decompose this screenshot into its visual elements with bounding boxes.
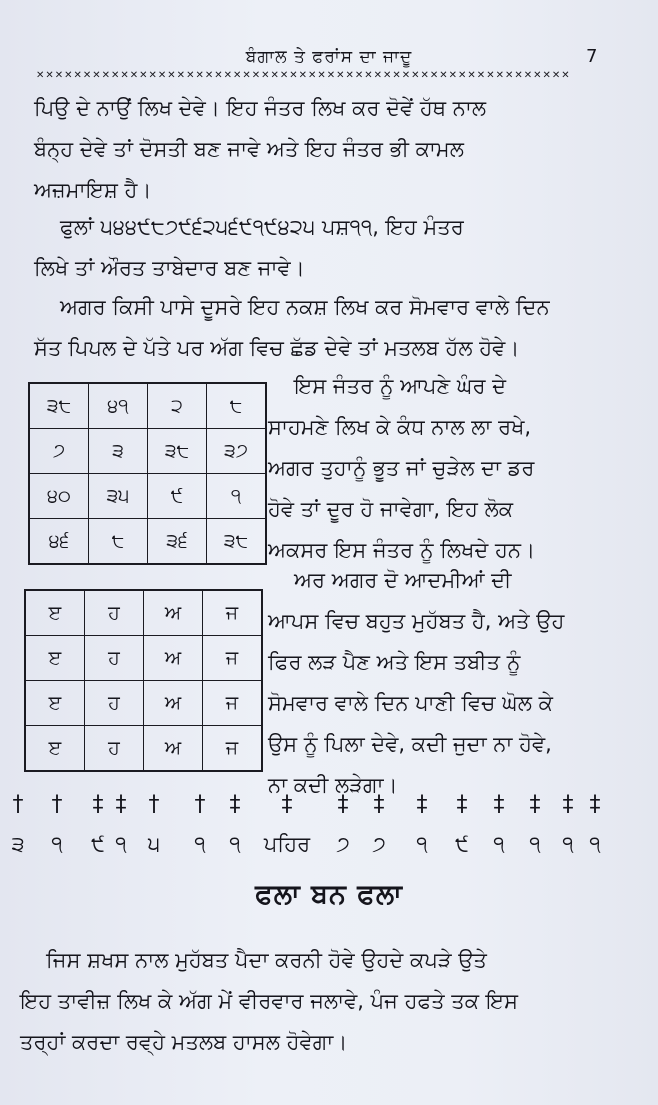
table-cell: ਅ (144, 726, 203, 772)
table-cell: ੩੮ (148, 429, 207, 474)
talisman-symbol: ‡ (373, 792, 385, 817)
talisman-number: ੧ (589, 832, 601, 856)
paragraph-1 (34, 88, 624, 211)
running-header-title: ਬੰਗਾਲ ਤੇ ਫਰਾਂਸ ਦਾ ਜਾਦੂ (245, 47, 413, 67)
talisman-number: ੯ (91, 832, 105, 856)
text-line: ਸਾਹਮਣੇ ਲਿਖ ਕੇ ਕੰਧ ਨਾਲ ਲਾ ਰਖੇ, (268, 415, 532, 439)
talisman-number: ੧ (562, 832, 574, 856)
text-line: ਨਾ ਕਦੀ ਲੜੇਗਾ। (268, 773, 398, 797)
table-cell: ੪੧ (89, 383, 148, 429)
talisman-number: ੯ (455, 832, 469, 856)
talisman-number: ੧ (493, 832, 505, 856)
table-cell: ਜ (203, 726, 263, 772)
text-line: ਹੋਵੇ ਤਾਂ ਦੂਰ ਹੋ ਜਾਵੇਗਾ, ਇਹ ਲੋਕ (268, 497, 514, 521)
table-cell: ਜ (203, 681, 263, 726)
text-line: ਤਰ੍ਹਾਂ ਕਰਦਾ ਰਵ੍ਹੇ ਮਤਲਬ ਹਾਸਲ ਹੋਵੇਗਾ। (20, 1030, 348, 1054)
letter-square-table (24, 589, 263, 772)
text-line: ਉਸ ਨੂੰ ਪਿਲਾ ਦੇਵੇ, ਕਦੀ ਜੁਦਾ ਨਾ ਹੋਵੇ, (268, 732, 552, 756)
paragraph-last (20, 940, 632, 1063)
table-cell: ੩੫ (89, 474, 148, 519)
table-cell: ਜ (203, 590, 263, 636)
talisman-symbol: † (12, 792, 24, 817)
table-cell: ੩੮ (207, 519, 267, 565)
talisman-number: ੧ (115, 832, 127, 856)
table-cell: ੩ (89, 429, 148, 474)
talisman-symbol: † (194, 792, 206, 817)
table-cell: ੪੦ (29, 474, 89, 519)
side-paragraph-2 (268, 560, 623, 806)
talisman-symbol: ‡ (337, 792, 349, 817)
talisman-number: ੧ (229, 832, 241, 856)
table-cell: ਹ (85, 636, 144, 681)
table-row (25, 726, 262, 772)
talisman-symbol: ‡ (456, 792, 468, 817)
table-row (29, 383, 266, 429)
text-line: ਸੋਮਵਾਰ ਵਾਲੇ ਦਿਨ ਪਾਣੀ ਵਿਚ ਘੋਲ ਕੇ (268, 691, 553, 715)
talisman-number: ੧ (416, 832, 428, 856)
talisman-symbol: ‡ (229, 792, 241, 817)
text-line: ਇਹ ਤਾਵੀਜ਼ ਲਿਖ ਕੇ ਅੱਗ ਮੇਂ ਵੀਰਵਾਰ ਜਲਾਵੇ, ਪੰਜ ਹਫਤੇ ਤਕ ਇਸ (20, 989, 518, 1013)
page-number: 7 (586, 46, 598, 67)
talisman-symbol: ‡ (493, 792, 505, 817)
table-row (25, 681, 262, 726)
talisman-number: ੩ (11, 832, 25, 856)
text-line: ਅਰ ਅਗਰ ਦੋ ਆਦਮੀਆਂ ਦੀ (294, 568, 512, 592)
table-cell: ਜ (203, 636, 263, 681)
text-line: ਫਿਰ ਲੜ ਪੈਣ ਅਤੇ ਇਸ ਤਬੀਤ ਨੂੰ (268, 650, 521, 674)
talisman-symbol: ‡ (281, 792, 293, 817)
talisman-symbol: ‡ (529, 792, 541, 817)
talisman-symbol: ‡ (416, 792, 428, 817)
table-cell: ੮ (89, 519, 148, 565)
talisman-number: ੭ (372, 832, 386, 856)
text-line: ਅਗਰ ਕਿਸੀ ਪਾਸੇ ਦੂਸਰੇ ਇਹ ਨਕਸ਼ ਲਿਖ ਕਰ ਸੋਮਵਾਰ ਵਾਲੇ ਦਿਨ (60, 295, 550, 319)
talisman-symbol: † (148, 792, 160, 817)
table-cell: ਅ (144, 636, 203, 681)
talisman-number: ੧ (51, 832, 63, 856)
talisman-number: ੭ (336, 832, 350, 856)
table-cell: ੩੮ (29, 383, 89, 429)
text-line: ਅਜ਼ਮਾਇਸ਼ ਹੈ। (34, 178, 152, 202)
paragraph-3 (34, 287, 624, 369)
talisman-symbol: ‡ (92, 792, 104, 817)
table-cell: ੲ (25, 590, 85, 636)
talisman-symbol: ‡ (562, 792, 574, 817)
text-line: ਇਸ ਜੰਤਰ ਨੂੰ ਆਪਣੇ ਘੰਰ ਦੇ (294, 374, 507, 398)
table-cell: ੩੭ (207, 429, 267, 474)
table-cell: ੧ (207, 474, 267, 519)
talisman-symbol: ‡ (115, 792, 127, 817)
text-line: ਸੱਤ ਪਿਪਲ ਦੇ ਪੱਤੇ ਪਰ ਅੱਗ ਵਿਚ ਛੱਡ ਦੇਵੇ ਤਾਂ ਮਤਲਬ ਹੱਲ ਹੋਵੇ। (34, 336, 520, 360)
number-square-table (28, 382, 267, 565)
table-cell: ਅ (144, 681, 203, 726)
table-cell: ਹ (85, 590, 144, 636)
section-heading: ਫਲਾ ਬਨ ਫਲਾ (255, 879, 403, 910)
text-line: ਪਿਉ ਦੇ ਨਾਉਂ ਲਿਖ ਦੇਵੇ। ਇਹ ਜੰਤਰ ਲਿਖ ਕਰ ਦੋਵੇਂ ਹੱਥ ਨਾਲ (34, 96, 487, 120)
text-line: ਜਿਸ ਸ਼ਖਸ ਨਾਲ ਮੁਹੱਬਤ ਪੈਦਾ ਕਰਨੀ ਹੋਵੇ ਉਹਦੇ ਕਪੜੇ ਉਤੇ (46, 948, 487, 972)
talisman-number: ਪਹਿਰ (263, 832, 311, 856)
table-cell: ੭ (29, 429, 89, 474)
table-cell: ੪੬ (29, 519, 89, 565)
text-line: ਫੁਲਾਂ ੫੪੪੯੮੭੯੬੨੫੬੯੧੯੪੨੫ ਪਸ਼੧੧, ਇਹ ਮੰਤਰ (60, 215, 464, 239)
table-cell: ੨ (148, 383, 207, 429)
table-row (29, 519, 266, 565)
table-row (29, 429, 266, 474)
table-cell: ੮ (207, 383, 267, 429)
side-paragraph-1 (268, 366, 623, 571)
table-cell: ੲ (25, 681, 85, 726)
table-cell: ਹ (85, 726, 144, 772)
paragraph-2 (34, 207, 624, 289)
table-cell: ਅ (144, 590, 203, 636)
table-cell: ੲ (25, 636, 85, 681)
text-line: ਲਿਖੇ ਤਾਂ ਔਰਤ ਤਾਬੇਦਾਰ ਬਣ ਜਾਵੇ। (34, 256, 305, 280)
table-row (29, 474, 266, 519)
table-cell: ੩੬ (148, 519, 207, 565)
decorative-header-rule: ✕✕✕✕✕✕✕✕✕✕✕✕✕✕✕✕✕✕✕✕✕✕✕✕✕✕✕✕✕✕✕✕✕✕✕✕✕✕✕✕✕✕✕✕✕✕✕✕✕✕✕✕✕✕✕✕✕ (36, 70, 571, 81)
text-line: ਅਕਸਰ ਇਸ ਜੰਤਰ ਨੂੰ ਲਿਖਦੇ ਹਨ। (268, 538, 536, 562)
table-cell: ੲ (25, 726, 85, 772)
table-row (25, 636, 262, 681)
talisman-number: ੫ (147, 832, 161, 856)
table-cell: ਹ (85, 681, 144, 726)
text-line: ਅਗਰ ਤੁਹਾਨੂੰ ਭੂਤ ਜਾਂ ਚੁੜੇਲ ਦਾ ਡਰ (268, 456, 535, 480)
text-line: ਬੰਨ੍ਹ ਦੇਵੇ ਤਾਂ ਦੋਸਤੀ ਬਣ ਜਾਵੇ ਅਤੇ ਇਹ ਜੰਤਰ ਭੀ ਕਾਮਲ (34, 137, 464, 161)
talisman-number: ੧ (529, 832, 541, 856)
table-cell: ੯ (148, 474, 207, 519)
table-row (25, 590, 262, 636)
talisman-number: ੧ (194, 832, 206, 856)
text-line: ਆਪਸ ਵਿਚ ਬਹੁਤ ਮੁਹੱਬਤ ਹੈ, ਅਤੇ ਉਹ (268, 609, 565, 633)
talisman-symbol: ‡ (589, 792, 601, 817)
talisman-symbol: † (51, 792, 63, 817)
